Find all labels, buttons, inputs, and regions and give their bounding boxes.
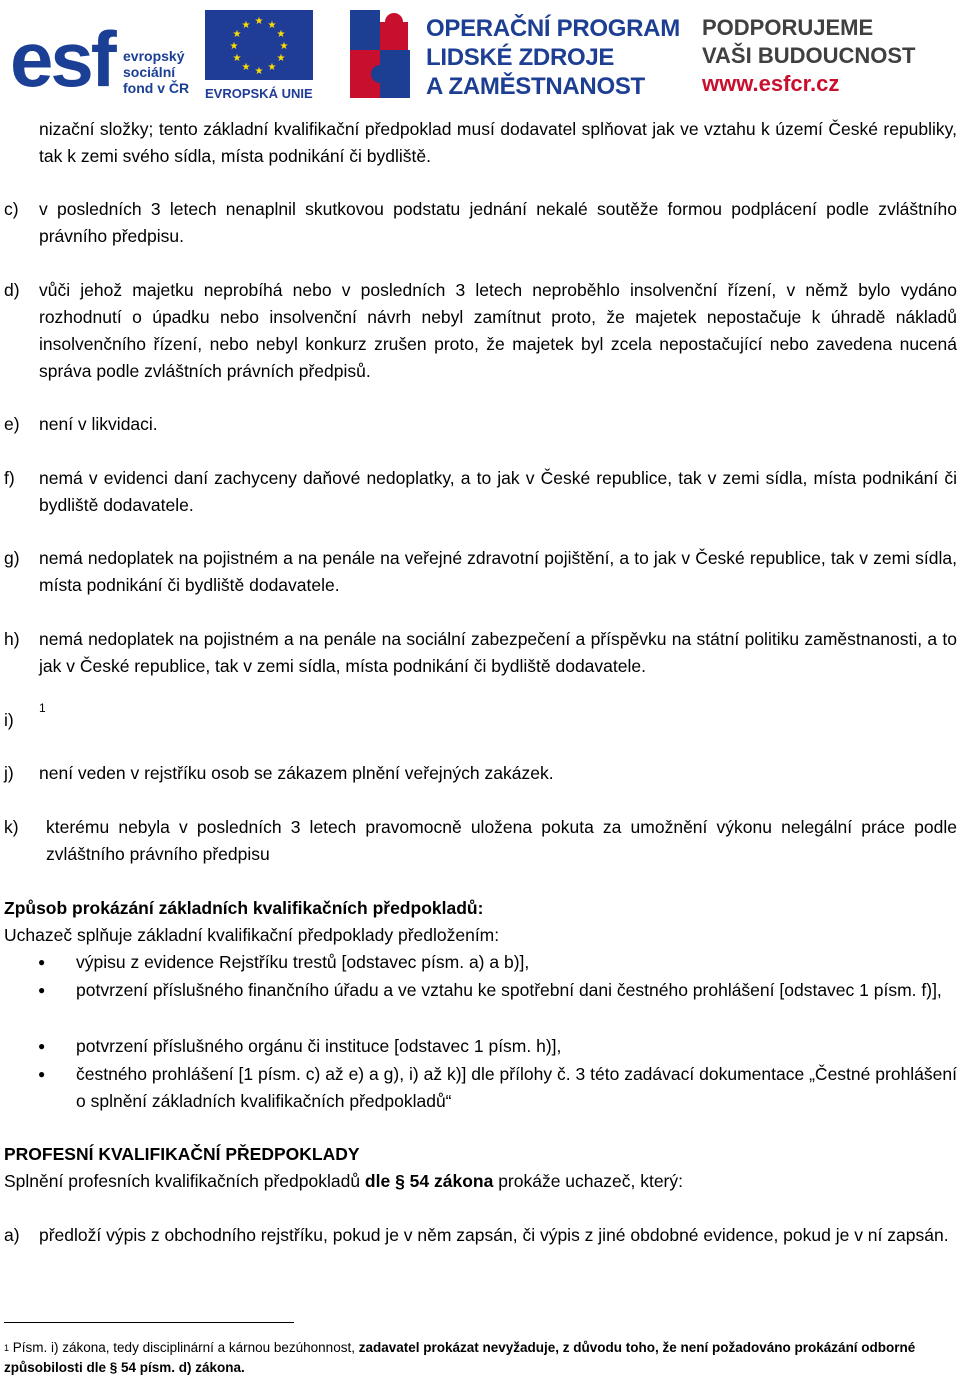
svg-text:★: ★ <box>276 53 286 64</box>
professional-a-marker: a) <box>4 1225 20 1245</box>
item-f-marker: f) <box>4 468 15 488</box>
professional-a-text: předloží výpis z obchodního rejstříku, pokud je v něm zapsán, či výpis z jiné obdobné evidence, pokud je v ní zapsán. <box>39 1225 949 1245</box>
proof-bullet-3: potvrzení příslušného orgánu či instituce [odstavec 1 písm. h)], <box>76 1036 562 1056</box>
footnote-separator <box>4 1322 294 1323</box>
item-e-marker: e) <box>4 414 20 434</box>
item-d-marker: d) <box>4 280 20 300</box>
footnote: $^1$ Písm. i) zákona, tedy disciplinární a kárnou bezúhonnost, zadavatel prokázat nevyžaduje, z důvodu toho, že není požadováno prokázání odborné způsobilosti dle § 54 písm. d) zákona. <box>4 1340 916 1375</box>
svg-text:★: ★ <box>241 20 251 31</box>
proof-bullet-4: čestného prohlášení [1 písm. c) až e) a g), i) až k)] dle přílohy č. 3 této zadávací dokumentace „Čestné prohlášení o splnění základních kvalifikačních předpokladů“ <box>76 1064 957 1111</box>
professional-heading: PROFESNÍ KVALIFIKAČNÍ PŘEDPOKLADY <box>4 1144 360 1164</box>
item-c-marker: c) <box>4 199 19 219</box>
op-puzzle-logo-icon <box>350 10 418 100</box>
proof-intro: Uchazeč splňuje základní kvalifikační předpoklady předložením: <box>4 925 500 945</box>
page-header <box>0 0 960 108</box>
svg-text:★: ★ <box>276 29 286 40</box>
item-b-continuation: nizační složky; tento základní kvalifikační předpoklad musí dodavatel splňovat jak ve vztahu k území České republiky, tak k zemi svého sídla, místa podnikání či bydliště. <box>39 119 957 166</box>
professional-intro: Splnění profesních kvalifikačních předpokladů dle § 54 zákona prokáže uchazeč, který: <box>4 1171 683 1191</box>
bullet-icon: ● <box>38 1039 46 1053</box>
item-d-text: vůči jehož majetku neprobíhá nebo v posledních 3 letech neproběhlo insolvenční řízení, v němž bylo vydáno rozhodnutí o úpadku nebo insolvenční návrh nebyl zamítnut proto, že majetek nepostačuje k úhradě nákladů insolvenčního řízení, nebo nebyl konkurz zrušen proto, že majetek byl zcela nepostačující nebo zavedena nucená správa podle zvláštních právních předpisů. <box>39 280 957 381</box>
svg-text:★: ★ <box>232 53 242 64</box>
footnote-number: 1 <box>4 1343 10 1353</box>
svg-text:★: ★ <box>229 41 239 52</box>
item-c-text: v posledních 3 letech nenaplnil skutkovou podstatu jednání nekalé soutěže formou podplácení podle zvláštního právního předpisu. <box>39 199 957 246</box>
esf-logo-letters: esf <box>10 15 114 103</box>
bullet-icon: ● <box>38 1067 46 1081</box>
support-url-link[interactable]: www.esfcr.cz <box>702 71 840 96</box>
item-g-marker: g) <box>4 548 20 568</box>
bullet-icon: ● <box>38 983 46 997</box>
proof-bullet-2: potvrzení příslušného finančního úřadu a ve vztahu ke spotřební dani čestného prohlášení [odstavec 1 písm. f)], <box>76 980 942 1000</box>
eu-label: EVROPSKÁ UNIE <box>205 86 313 101</box>
item-g-text: nemá nedoplatek na pojistném a na penále na veřejné zdravotní pojištění, a to jak v České republice, tak v zemi sídla, místa podnikání či bydliště dodavatele. <box>39 548 957 595</box>
svg-text:★: ★ <box>267 62 277 73</box>
item-e-text: není v likvidaci. <box>39 414 158 434</box>
svg-text:★: ★ <box>267 20 277 31</box>
item-h-marker: h) <box>4 629 20 649</box>
eu-flag-icon <box>205 10 313 80</box>
esf-logo <box>10 8 195 103</box>
svg-text:★: ★ <box>254 16 264 27</box>
svg-text:★: ★ <box>279 41 289 52</box>
item-h-text: nemá nedoplatek na pojistném a na penále na sociální zabezpečení a příspěvku na státní politiku zaměstnanosti, a to jak v České republice, tak v zemi sídla, místa podnikání či bydliště dodavatele. <box>39 629 957 676</box>
item-i-marker: i) <box>4 710 14 730</box>
item-f-text: nemá v evidenci daní zachyceny daňové nedoplatky, a to jak v České republice, tak v zemi sídla, místa podnikání či bydliště dodavatele. <box>39 468 957 515</box>
svg-text:★: ★ <box>232 29 242 40</box>
svg-text:★: ★ <box>241 62 251 73</box>
bullet-icon: ● <box>38 955 46 969</box>
item-k-marker: k) <box>4 817 19 837</box>
item-k-text: kterému nebyla v posledních 3 letech pravomocně uložena pokuta za umožnění výkonu nelegální práce podle zvláštního právního předpisu <box>46 817 957 864</box>
proof-bullet-1: výpisu z evidence Rejstříku trestů [odstavec písm. a) a b)], <box>76 952 530 972</box>
item-i-footnote-ref[interactable]: 1 <box>39 701 46 715</box>
support-slogan: PODPORUJEME VAŠI BUDOUCNOST www.esfcr.cz <box>702 15 916 96</box>
esf-logo-subtitle: evropský sociální fond v ČR <box>123 48 190 96</box>
op-program-title: OPERAČNÍ PROGRAM LIDSKÉ ZDROJE A ZAMĚSTNANOST <box>426 15 680 100</box>
svg-text:★: ★ <box>254 66 264 77</box>
item-j-marker: j) <box>4 763 14 783</box>
item-j-text: není veden v rejstříku osob se zákazem plnění veřejných zakázek. <box>39 763 554 783</box>
proof-heading: Způsob prokázání základních kvalifikačních předpokladů: <box>4 898 484 918</box>
